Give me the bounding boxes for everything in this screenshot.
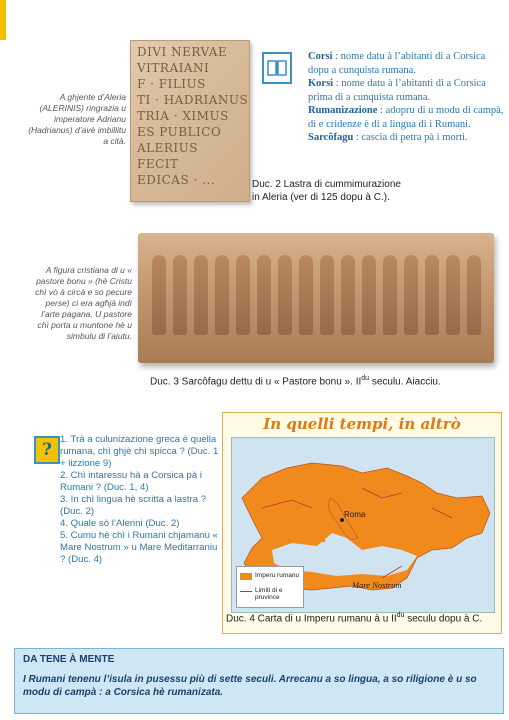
doc3-caption: [150, 372, 490, 388]
inscription-line: TRIA · XIMUS: [137, 109, 229, 123]
sarcophagus-figure: [425, 255, 439, 335]
doc4-caption-text: Duc. 4 Carta di u Imperu rumanu à u II: [226, 613, 397, 625]
inscription-line: F · FILIUS: [137, 77, 206, 91]
glossary-definition: : nome datu à l’abitanti di a Corsica dopu a cunquista rumana.: [308, 51, 486, 76]
inscription-side-caption: A ghjente d’Aleria (ALERINIS) ringrazia u imperatore Adrianu (Hadrianus) d’avè imbillitu a cità.: [28, 92, 126, 146]
map-title: In quelli tempi, in altrò: [263, 415, 461, 433]
remember-text: I Rumani tenenu l’isula in pusessu più di sette seculi. Arrecanu a so lingua, a so riligione è u so modu di campà : a Corsica hè rumanizata.: [23, 674, 477, 698]
doc4-caption: [226, 612, 502, 624]
sarcophagus-figure: [278, 255, 292, 335]
sarcophagus-figure: [341, 255, 355, 335]
glossary-entry: [308, 131, 504, 145]
question-item: 1. Trà a culunizazione greca è quella rumana, chì ghjè chì spicca ? (Duc. 1 + lizzione 9): [60, 434, 219, 469]
inscription-line: ES PUBLICO: [137, 125, 222, 139]
glossary-entry: [308, 77, 504, 104]
legend-empire-label: Imperu rumanu: [255, 572, 300, 579]
inscription-line: VITRAIANI: [137, 61, 210, 75]
doc4-caption-end: seculu dopu à C.: [404, 613, 483, 625]
legend-limits-swatch: [240, 591, 252, 592]
inscription-stone: [130, 40, 250, 202]
map-panel: [222, 412, 502, 634]
question-item: 4. Quale sò l’Alerini (Duc. 2): [60, 518, 180, 529]
question-item: 5. Cumu hè chì i Rumani chjamanu « Mare Nostrum » u Mare Meditarraniu ? (Duc. 4): [60, 530, 218, 565]
sarcophagus-figure: [236, 255, 250, 335]
sarcophagus-figure: [320, 255, 334, 335]
sarcophagus-figure: [467, 255, 481, 335]
sarcophagus-figure: [173, 255, 187, 335]
doc3-caption-end: seculu. Aiacciu.: [369, 376, 441, 388]
sarcophagus-figure: [152, 255, 166, 335]
inscription-line: ALERIUS: [137, 141, 199, 155]
sarcophagus-figure: [404, 255, 418, 335]
corner-tab: [0, 0, 6, 40]
questions-list: [60, 434, 220, 566]
question-item: 3. In chì lingua hè scritta a lastra ? (Duc. 2): [60, 494, 207, 517]
doc3-caption-text: Duc. 3 Sarcôfagu dettu di u « Pastore bonu ». II: [150, 376, 362, 388]
sarcophagus-figure: [299, 255, 313, 335]
doc2-caption: Duc. 2 Lastra di cummimurazione in Aleria (ver di 125 dopu à C.).: [252, 179, 401, 203]
glossary-definition: : cascia di petra pà i morti.: [353, 132, 468, 143]
map-label-sea: Mare Nostrum: [352, 580, 402, 590]
inscription-line: TI · HADRIANUS: [137, 93, 249, 107]
glossary-term: Korsi: [308, 78, 334, 89]
doc3-caption-sup: du: [361, 375, 370, 382]
glossary-term: Corsi: [308, 51, 333, 62]
inscription-line: DIVI NERVAE: [137, 45, 228, 59]
sarcophagus-figure: [383, 255, 397, 335]
sarcophagus-figure: [215, 255, 229, 335]
glossary-term: Rumanizazione: [308, 105, 378, 116]
book-icon: [262, 52, 292, 84]
legend-empire-swatch: [240, 573, 252, 580]
doc4-caption-sup: du: [396, 612, 405, 619]
glossary-term: Sarcôfagu: [308, 132, 354, 143]
sarcophagus-image: [138, 233, 494, 363]
sarcophagus-figure: [446, 255, 460, 335]
sarcophagus-side-caption: A figura cristiana di u « pastore bonu » (hè Cristu chì vò à circà e so pecure perse) ci era agħjà indì l’arte pagana. U pastore chì porta u muntone hè u simbulu di l’aiutu.: [35, 265, 132, 341]
glossary-entry: [308, 50, 504, 77]
sarcophagus-figure: [257, 255, 271, 335]
legend-limits-label: Limiti di e pruvince: [255, 587, 283, 601]
glossary-definition: : adopru di u modu di campà, di e cridenze è di a lingua di i Rumani.: [308, 105, 504, 130]
inscription-line: EDICAS · ...: [137, 173, 216, 187]
sarcophagus-figure: [194, 255, 208, 335]
question-item: 2. Chì intaressu hà a Corsica pà i Rumani ? (Duc. 1, 4): [60, 470, 202, 493]
sarcophagus-figure: [362, 255, 376, 335]
glossary: [308, 50, 504, 145]
roman-empire-map: [231, 437, 495, 613]
glossary-definition: : nome datu à l’abitanti di a Corsica prima di a cunquista rumana.: [308, 78, 486, 103]
glossary-entry: [308, 104, 504, 131]
map-legend: [236, 566, 304, 608]
inscription-line: FECIT: [137, 157, 179, 171]
question-icon: ?: [34, 436, 60, 464]
remember-title: DA TENE À MENTE: [23, 654, 115, 665]
map-label-roma: Roma: [344, 510, 366, 519]
remember-box: [14, 648, 504, 714]
